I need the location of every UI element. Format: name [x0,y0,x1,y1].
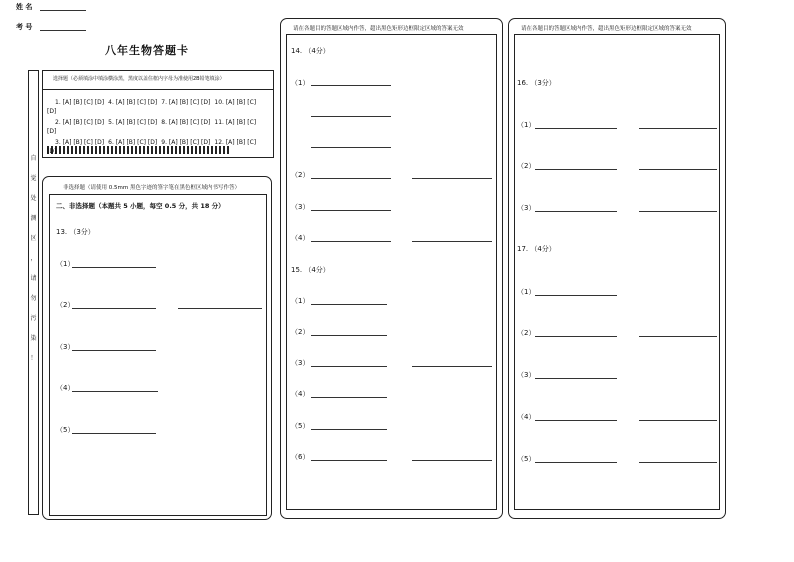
q14-answer-4b[interactable] [412,241,492,242]
mcq-header-bar [43,71,273,90]
side-notice-char: 勿 [30,295,37,302]
mcq-q10[interactable]: 10. [A] [B] [C] [214,99,257,106]
q14-answer-2b[interactable] [412,178,492,179]
q13-title: 13. （3分） [56,228,95,236]
q14-answer-1a[interactable] [311,85,391,86]
q13-item-3-label: （3） [56,343,75,351]
q16-item-2-label: （2） [517,162,536,170]
mcq-q2[interactable]: 2. [A] [B] [C] [D] [55,119,105,126]
mcq-header: 选择题（必须填涂中填涂横涂黑，黑度以盖住框内字母为准使用2B铅笔填涂） [53,76,225,82]
q17-answer-4a[interactable] [535,420,617,421]
q13-item-1-label: （1） [56,260,75,268]
mcq-q5[interactable]: 5. [A] [B] [C] [D] [108,119,158,126]
mcq-q11[interactable]: 11. [A] [B] [C] [214,119,257,126]
mcq-row[interactable] [47,108,60,116]
q14-item-2-label: （2） [291,171,310,179]
q15-item-6-label: （6） [291,453,310,461]
side-notice-char: 处 [30,195,37,202]
q15-item-3-label: （3） [291,359,310,367]
mcq-fill-marks [47,139,231,147]
q15-item-4-label: （4） [291,390,310,398]
mcq-q4[interactable]: 4. [A] [B] [C] [D] [108,99,158,106]
q17-answer-1[interactable] [535,295,617,296]
mcq-row[interactable] [47,119,260,127]
mcq-q11-d[interactable]: [D] [47,128,57,135]
side-notice-char: 染 [30,335,37,342]
mcq-row[interactable] [47,148,60,156]
q13-item-2-label: （2） [56,301,75,309]
q13-answer-2b[interactable] [178,308,262,309]
q14-answer-4a[interactable] [311,241,391,242]
non-mcq-answer-area [49,194,267,516]
q17-item-4-label: （4） [517,413,536,421]
name-field[interactable] [40,10,86,11]
name-label: 姓 名 [16,3,33,11]
mcq-row[interactable] [47,128,60,136]
col3-box [508,18,726,519]
side-notice-char: 觉 [30,175,37,182]
q14-answer-2a[interactable] [311,178,391,179]
page-title: 八年生物答题卡 [105,44,189,57]
q15-answer-1[interactable] [311,304,387,305]
mcq-q12[interactable]: 12. [A] [B] [C] [214,139,257,146]
side-notice-char: 自 [30,155,37,162]
q17-item-2-label: （2） [517,329,536,337]
q16-item-3-label: （3） [517,204,536,212]
q17-answer-3[interactable] [535,378,617,379]
q17-item-3-label: （3） [517,371,536,379]
q17-answer-2b[interactable] [639,336,717,337]
q14-item-1-label: （1） [291,79,310,87]
q16-answer-2b[interactable] [639,169,717,170]
q17-answer-4b[interactable] [639,420,717,421]
q14-item-4-label: （4） [291,234,310,242]
q17-answer-5a[interactable] [535,462,617,463]
side-notice-char: 污 [30,315,37,322]
q14-title: 14. （4分） [291,47,330,55]
col2-notice: 请在各题目的答题区域内作答，超出黑色矩形边框限定区域的答案无效 [293,26,464,32]
side-notice-char: ！ [30,355,37,362]
non-mcq-box [42,176,272,520]
q15-item-2-label: （2） [291,328,310,336]
section-title: 二、非选择题（本题共 5 小题，每空 0.5 分，共 18 分） [56,202,225,210]
q15-item-5-label: （5） [291,422,310,430]
col2-box [280,18,503,519]
q13-answer-4[interactable] [72,391,158,392]
q15-title: 15. （4分） [291,266,330,274]
exam-number-label: 考 号 [16,23,33,31]
side-notice-char: 请 [30,275,37,282]
col2-answer-area [286,34,497,510]
mcq-q12-d[interactable]: [D] [47,148,57,155]
q17-title: 17. （4分） [517,245,556,253]
q13-answer-1[interactable] [72,267,156,268]
q17-answer-2a[interactable] [535,336,617,337]
q15-answer-3a[interactable] [311,366,387,367]
q15-answer-6a[interactable] [311,460,387,461]
side-notice-char: 测 [30,215,37,222]
mcq-box [42,70,274,158]
mcq-q9[interactable]: 9. [A] [B] [C] [D] [161,139,211,146]
mcq-q7[interactable]: 7. [A] [B] [C] [D] [161,99,211,106]
q15-answer-5[interactable] [311,429,387,430]
q14-answer-1b[interactable] [311,116,391,117]
q13-answer-2a[interactable] [72,308,156,309]
q17-item-5-label: （5） [517,455,536,463]
q13-answer-3[interactable] [72,350,156,351]
mcq-q8[interactable]: 8. [A] [B] [C] [D] [161,119,211,126]
non-mcq-header: 非选择题（请使用 0.5mm 黑色字迹的签字笔在黑色框区域内书写作答） [63,185,240,191]
q17-answer-5b[interactable] [639,462,717,463]
col3-answer-area [514,34,720,510]
q17-item-1-label: （1） [517,288,536,296]
mcq-row[interactable] [47,99,260,107]
q16-answer-2a[interactable] [535,169,617,170]
mcq-q3[interactable]: 3. [A] [B] [C] [D] [55,139,105,146]
q16-title: 16. （3分） [517,79,556,87]
q15-answer-6b[interactable] [412,460,492,461]
q16-answer-1b[interactable] [639,128,717,129]
mcq-q1[interactable]: 1. [A] [B] [C] [D] [55,99,105,106]
q14-answer-3[interactable] [311,210,391,211]
side-notice [29,155,38,375]
q16-answer-3a[interactable] [535,211,617,212]
side-notice-char: 区 [30,235,37,242]
q15-answer-3b[interactable] [412,366,492,367]
q15-answer-4[interactable] [311,397,387,398]
q13-item-4-label: （4） [56,384,75,392]
q14-answer-1c[interactable] [311,147,391,148]
exam-number-field[interactable] [40,30,86,31]
q16-item-1-label: （1） [517,121,536,129]
q14-item-3-label: （3） [291,203,310,211]
q16-answer-3b[interactable] [639,211,717,212]
side-notice-char: ， [30,255,37,262]
q15-answer-2[interactable] [311,335,387,336]
col3-notice: 请在各题目的答题区域内作答，超出黑色矩形边框限定区域的答案无效 [521,26,692,32]
side-notice-strip [28,70,39,515]
q15-item-1-label: （1） [291,297,310,305]
q13-item-5-label: （5） [56,426,75,434]
q13-answer-5[interactable] [72,433,156,434]
mcq-q10-d[interactable]: [D] [47,108,57,115]
q16-answer-1a[interactable] [535,128,617,129]
mcq-q6[interactable]: 6. [A] [B] [C] [D] [108,139,158,146]
